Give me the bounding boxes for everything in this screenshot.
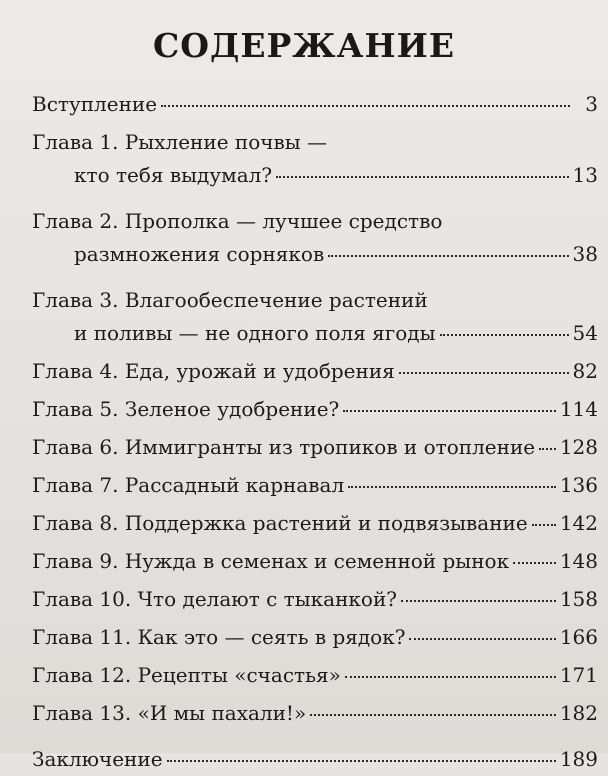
toc-entry-title: Глава 3. Влагообеспечение растений: [32, 288, 428, 312]
toc-page-number: 148: [559, 549, 598, 573]
toc-entry-title-cont: размножения сорняков: [74, 242, 325, 266]
toc-page-number: 54: [572, 321, 598, 345]
toc-page-number: 38: [572, 242, 598, 266]
page-title: СОДЕРЖАНИЕ: [152, 26, 455, 65]
toc-page-number: 3: [585, 92, 598, 116]
leader-dots: [513, 561, 556, 564]
toc-entry-title: Вступление: [32, 92, 158, 116]
toc-entry-title: Заключение: [32, 747, 163, 771]
toc-entry: [32, 583, 598, 616]
leader-dots: [532, 523, 556, 526]
toc-entry-title: Глава 6. Иммигранты из тропиков и отопление: [32, 435, 536, 459]
toc-entry: [32, 88, 598, 121]
toc-entry: [32, 469, 598, 502]
toc-entry-title-cont: кто тебя выдумал?: [74, 163, 273, 187]
leader-dots: [343, 409, 556, 412]
toc-entry: [32, 355, 598, 388]
toc-page-number: 182: [559, 701, 598, 725]
leader-dots: [348, 485, 556, 488]
leader-dots: [167, 759, 556, 762]
toc-page-number: 136: [559, 473, 598, 497]
toc-entry-title: Глава 2. Прополка — лучшее средство: [32, 209, 443, 233]
leader-dots: [328, 254, 568, 257]
leader-dots: [310, 713, 556, 716]
toc-entry: [32, 621, 598, 654]
leader-dots: [539, 447, 556, 450]
toc-entry-title: Глава 5. Зеленое удобрение?: [32, 397, 340, 421]
toc-page-number: 189: [559, 747, 598, 771]
toc-page-number: 166: [559, 625, 598, 649]
leader-dots: [345, 675, 556, 678]
toc-page-number: 158: [559, 587, 598, 611]
toc-entry: [32, 431, 598, 464]
toc-entry: [32, 743, 598, 776]
toc-entry-title: Глава 12. Рецепты «счастья»: [32, 663, 341, 687]
toc-entry-title: Глава 13. «И мы пахали!»: [32, 701, 307, 725]
leader-dots: [276, 175, 569, 178]
table-of-contents: [32, 88, 598, 776]
toc-page-number: 82: [572, 359, 598, 383]
leader-dots: [409, 637, 555, 640]
toc-page-number: 171: [559, 663, 598, 687]
toc-entry: [32, 659, 598, 692]
leader-dots: [440, 333, 569, 336]
leader-dots: [401, 599, 556, 602]
toc-entry: [32, 393, 598, 426]
toc-entry-title: Глава 4. Еда, урожай и удобрения: [32, 359, 395, 383]
toc-entry: [32, 126, 598, 192]
toc-entry-title: Глава 8. Поддержка растений и подвязывание: [32, 511, 528, 535]
toc-page-number: 114: [559, 397, 598, 421]
toc-entry: [32, 284, 598, 350]
toc-entry-title: Глава 11. Как это — сеять в рядок?: [32, 625, 406, 649]
toc-page-number: 13: [572, 163, 598, 187]
toc-page-number: 128: [559, 435, 598, 459]
toc-entry: [32, 545, 598, 578]
toc-entry-title: Глава 10. Что делают с тыканкой?: [32, 587, 397, 611]
leader-dots: [161, 104, 570, 107]
toc-entry-title: Глава 9. Нужда в семенах и семенной рынок: [32, 549, 510, 573]
toc-page-number: 142: [559, 511, 598, 535]
toc-entry: [32, 697, 598, 730]
toc-entry-title: Глава 7. Рассадный карнавал: [32, 473, 345, 497]
toc-entry: [32, 205, 598, 271]
toc-entry-title: Глава 1. Рыхление почвы —: [32, 130, 328, 154]
toc-entry-title-cont: и поливы — не одного поля ягоды: [74, 321, 436, 345]
leader-dots: [399, 371, 569, 374]
toc-entry: [32, 507, 598, 540]
